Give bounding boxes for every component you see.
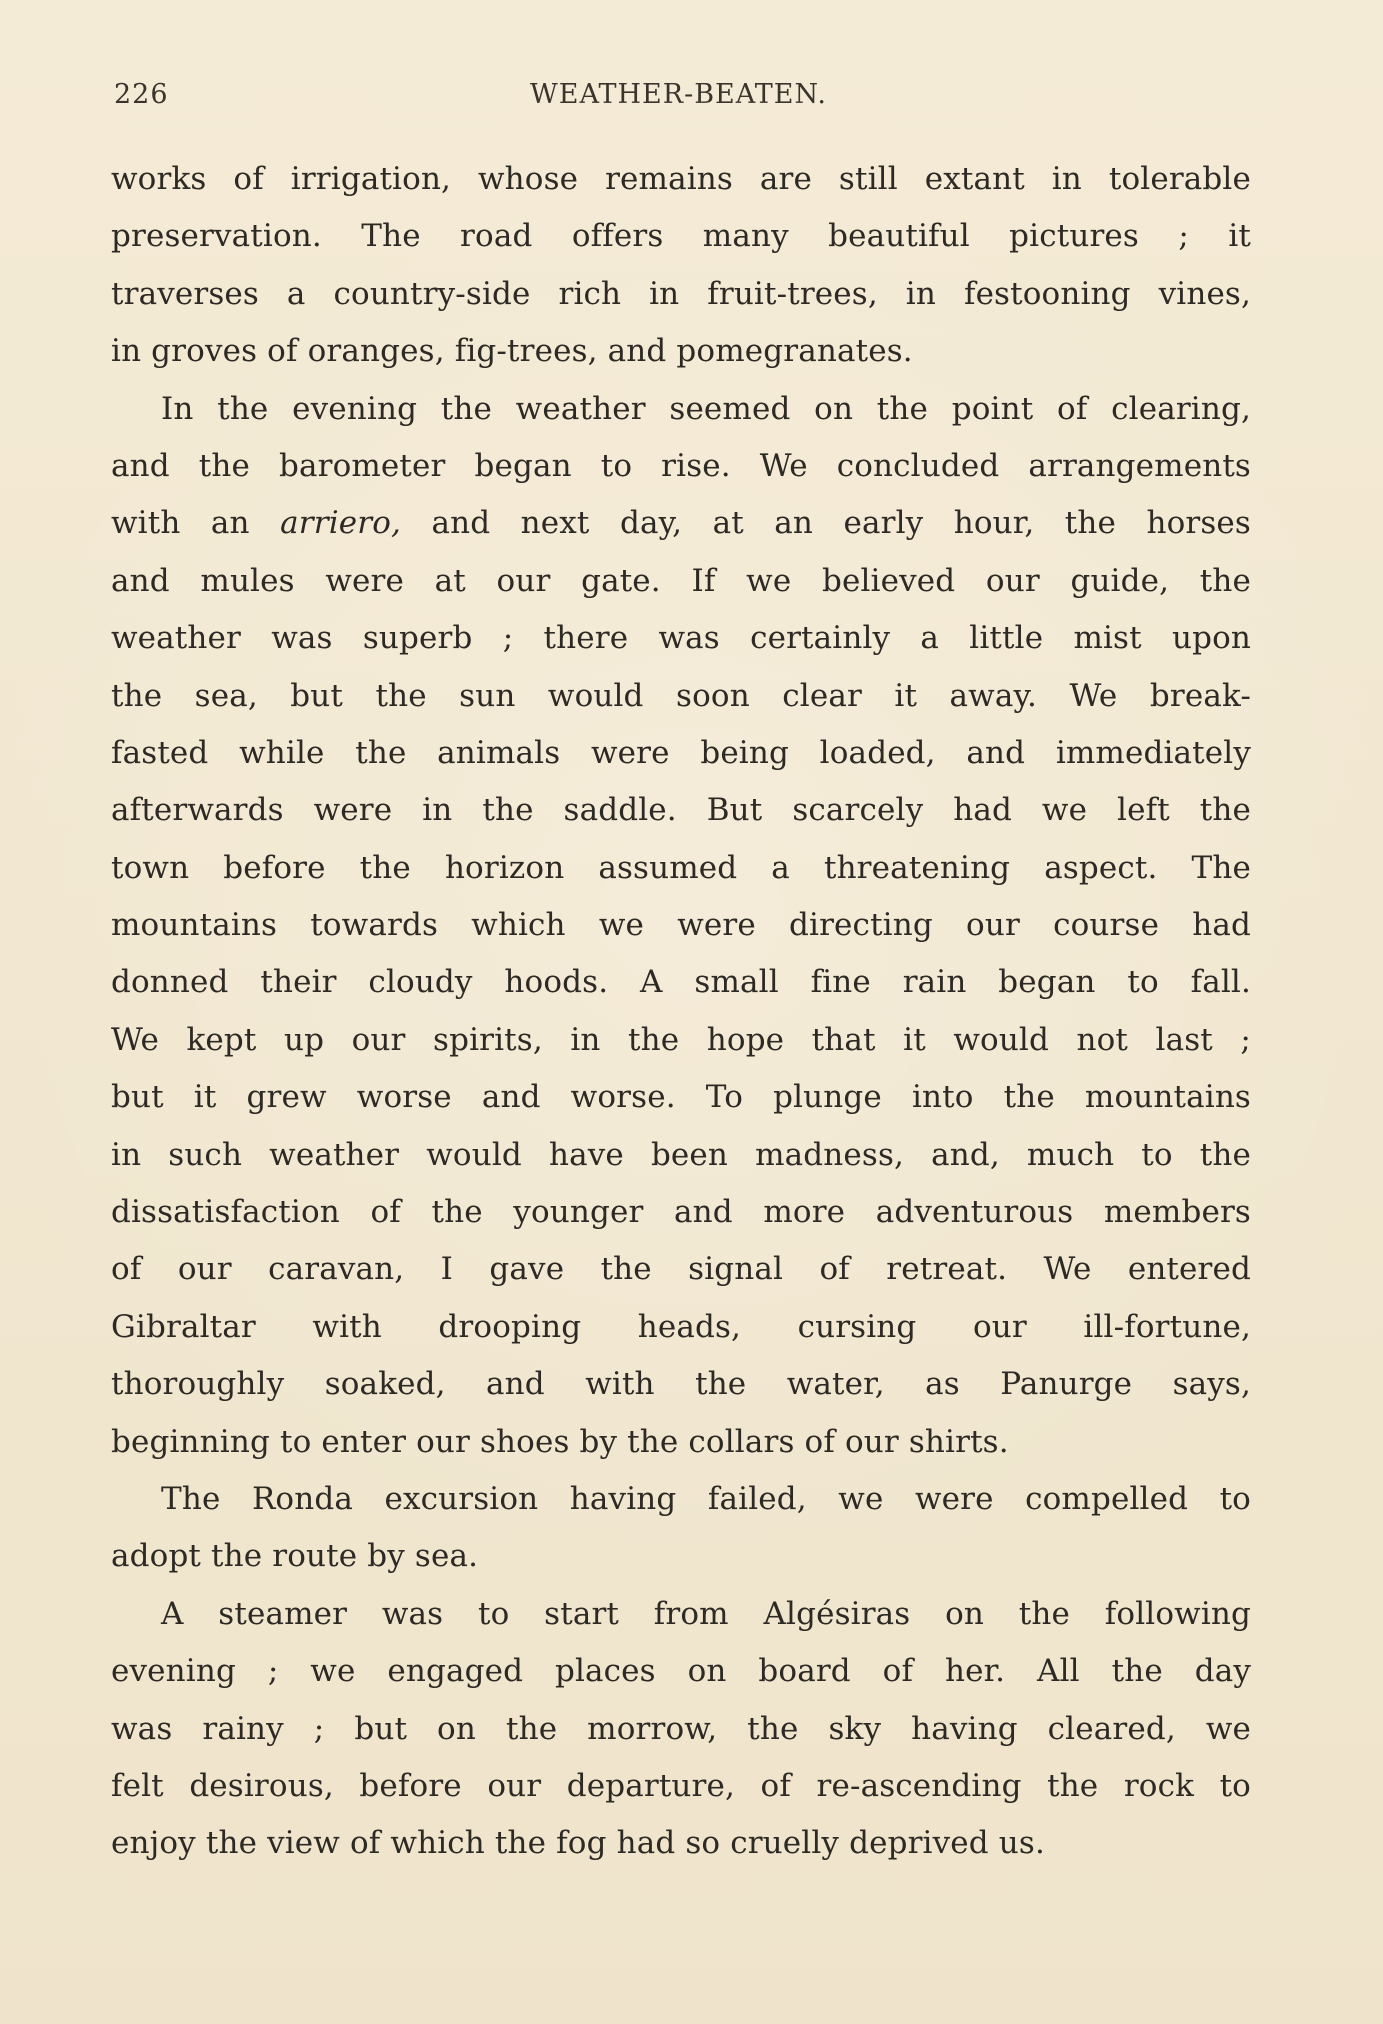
text-line: A steamer was to start from Algésiras on the following (161, 1595, 1251, 1632)
text-line: of our caravan, I gave the signal of retreat. We entered (111, 1251, 1251, 1288)
text-line (111, 495, 1251, 552)
text-line: and the barometer began to rise. We concluded arrangements (111, 447, 1251, 484)
page-number: 226 (114, 79, 169, 110)
page-header (114, 78, 1243, 112)
text-fragment: and next day, at an early hour, the horses (431, 505, 1251, 542)
text-line: in such weather would have been madness, and, much to the (111, 1136, 1251, 1173)
text-line: dissatisfaction of the younger and more adventurous members (111, 1194, 1251, 1231)
text-line: but it grew worse and worse. To plunge into the mountains (111, 1079, 1251, 1116)
text-fragment: with an (111, 505, 250, 542)
text-line: works of irrigation, whose remains are still extant in tolerable (111, 161, 1251, 197)
text-line: fasted while the animals were being loaded, and immediately (111, 734, 1251, 771)
text-line: felt desirous, before our departure, of re-ascending the rock to (111, 1767, 1251, 1804)
text-line: the sea, but the sun would soon clear it away. We break- (111, 677, 1251, 714)
text-line: in groves of oranges, fig-trees, and pomegranates. (111, 333, 913, 370)
text-line: donned their cloudy hoods. A small fine rain began to fall. (111, 964, 1251, 1001)
body-text (111, 151, 1251, 1873)
text-line: preservation. The road offers many beautiful pictures ; it (111, 218, 1251, 255)
text-line: adopt the route by sea. (111, 1538, 479, 1575)
text-line: enjoy the view of which the fog had so cruelly deprived us. (111, 1825, 1045, 1862)
text-line: and mules were at our gate. If we believed our guide, the (111, 562, 1251, 599)
text-line: weather was superb ; there was certainly a little mist upon (111, 620, 1251, 657)
text-line: traverses a country-side rich in fruit-trees, in festooning vines, (111, 275, 1251, 312)
text-line: evening ; we engaged places on board of her. All the day (111, 1653, 1251, 1690)
running-title: WEATHER-BEATEN. (530, 79, 827, 110)
text-line: In the evening the weather seemed on the point of clearing, (161, 390, 1251, 427)
text-line: Gibraltar with drooping heads, cursing our ill-fortune, (111, 1308, 1251, 1345)
text-line: afterwards were in the saddle. But scarcely had we left the (111, 792, 1251, 829)
text-line: mountains towards which we were directing our course had (111, 907, 1251, 944)
text-line: town before the horizon assumed a threatening aspect. The (111, 849, 1251, 886)
text-line: We kept up our spirits, in the hope that it would not last ; (111, 1021, 1251, 1058)
italic-term: arriero, (280, 505, 402, 542)
text-line: The Ronda excursion having failed, we were compelled to (161, 1480, 1251, 1517)
text-line: was rainy ; but on the morrow, the sky having cleared, we (111, 1710, 1251, 1747)
text-line: thoroughly soaked, and with the water, as Panurge says, (111, 1366, 1251, 1403)
text-line: beginning to enter our shoes by the collars of our shirts. (111, 1423, 1009, 1460)
